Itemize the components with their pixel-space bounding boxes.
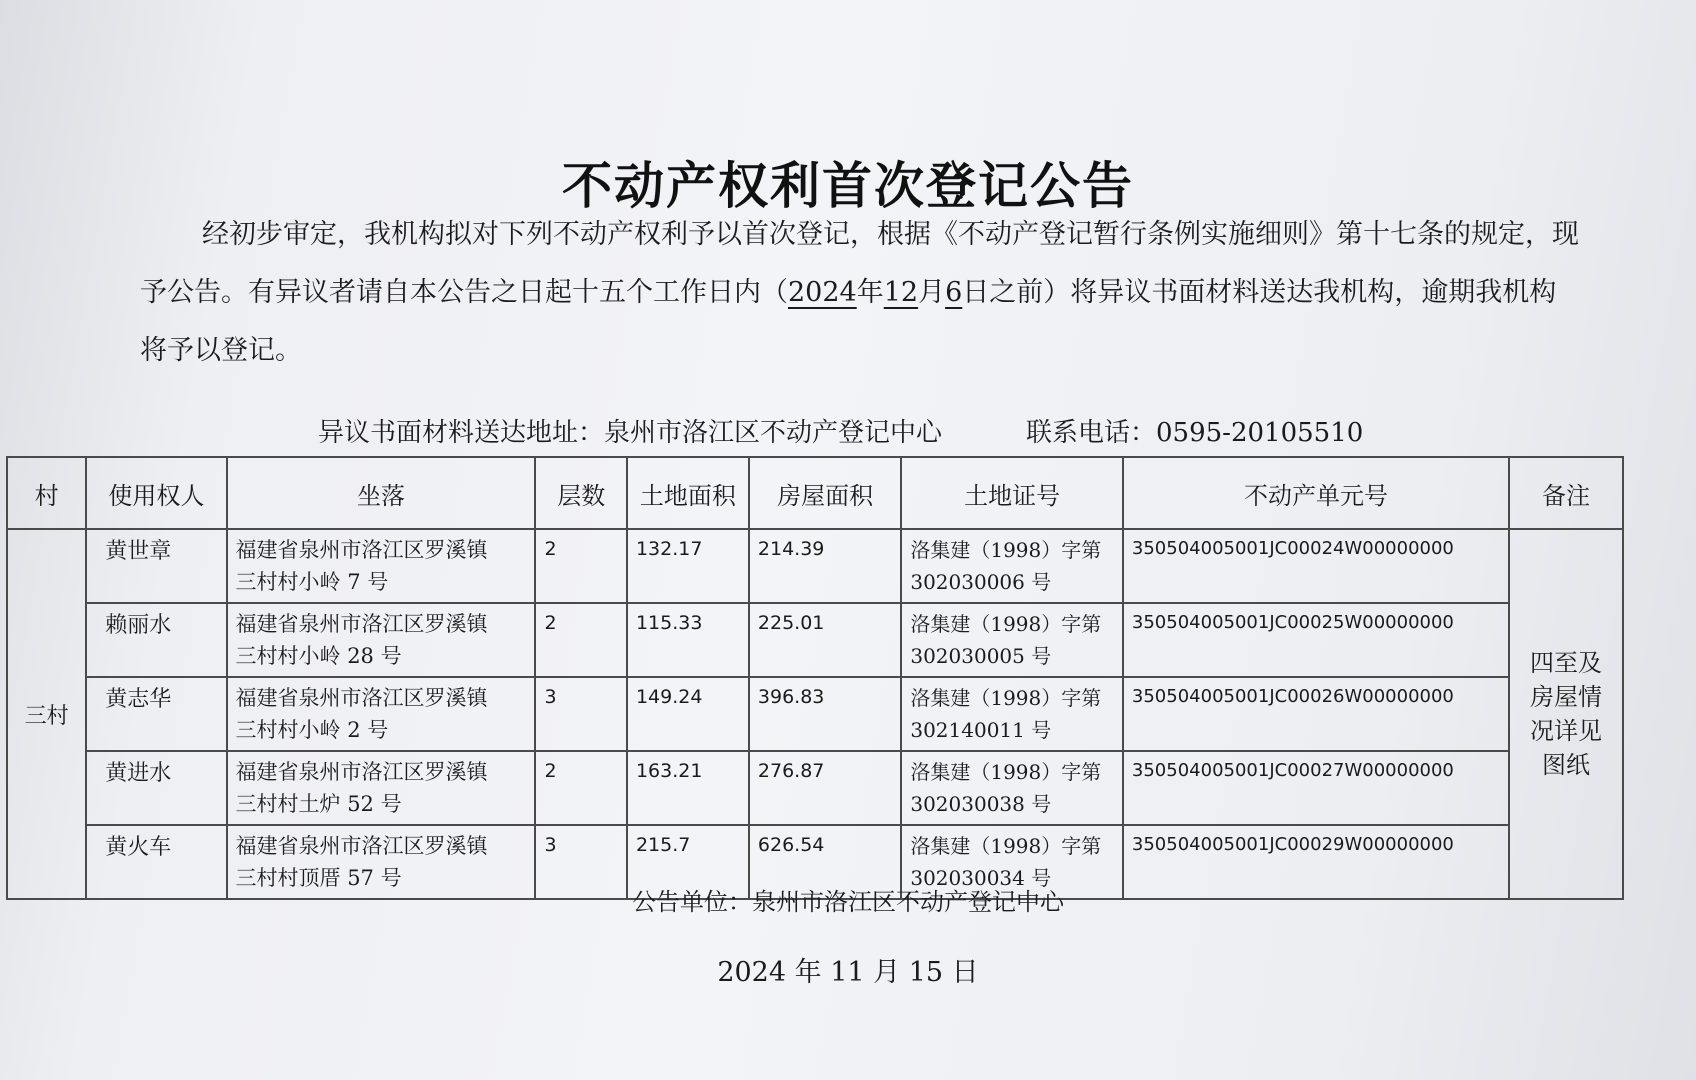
header-remark: 备注: [1509, 457, 1623, 529]
registration-table: [6, 456, 1624, 900]
phone-label: 联系电话：0595-20105510: [1026, 418, 1364, 448]
table-row: [7, 603, 1623, 677]
location-line1: 福建省泉州市洛江区罗溪镇: [235, 612, 488, 636]
house-area-cell: 214.39: [749, 529, 901, 603]
cert-line1: 洛集建（1998）字第: [910, 612, 1102, 636]
location-line1: 福建省泉州市洛江区罗溪镇: [235, 686, 488, 710]
floors-cell: 3: [535, 677, 626, 751]
cert-line1: 洛集建（1998）字第: [910, 538, 1102, 562]
table-row: [7, 529, 1623, 603]
unit-no-cell: 350504005001JC00025W00000000: [1123, 603, 1509, 677]
owner-cell: 赖丽水: [86, 603, 226, 677]
header-land-cert: 土地证号: [901, 457, 1123, 529]
location-line2: 三村村小岭 2 号: [235, 718, 389, 742]
owner-cell: 黄世章: [86, 529, 226, 603]
floors-cell: 2: [535, 751, 626, 825]
floors-cell: 3: [535, 825, 626, 899]
unit-no-cell: 350504005001JC00029W00000000: [1123, 825, 1509, 899]
village-cell: 三村: [7, 529, 86, 899]
location-line2: 三村村顶厝 57 号: [235, 866, 402, 890]
land-area-cell: 215.7: [627, 825, 749, 899]
land-area-cell: 163.21: [627, 751, 749, 825]
header-house-area: 房屋面积: [749, 457, 901, 529]
floors-cell: 2: [535, 529, 626, 603]
cert-line2: 302030034 号: [910, 866, 1052, 890]
unit-no-cell: 350504005001JC00024W00000000: [1123, 529, 1509, 603]
cert-line2: 302030006 号: [910, 570, 1052, 594]
house-area-cell: 225.01: [749, 603, 901, 677]
land-cert-cell: [901, 603, 1123, 677]
house-area-cell: 626.54: [749, 825, 901, 899]
land-area-cell: 115.33: [627, 603, 749, 677]
location-line1: 福建省泉州市洛江区罗溪镇: [235, 834, 488, 858]
owner-cell: 黄进水: [86, 751, 226, 825]
land-cert-cell: [901, 529, 1123, 603]
cert-line2: 302140011 号: [910, 718, 1052, 742]
header-village: 村: [7, 457, 86, 529]
land-area-cell: 149.24: [627, 677, 749, 751]
deadline-day: 6: [945, 277, 963, 308]
land-cert-cell: [901, 751, 1123, 825]
unit-no-cell: 350504005001JC00026W00000000: [1123, 677, 1509, 751]
location-cell: [227, 751, 536, 825]
owner-cell: 黄火车: [86, 825, 226, 899]
notice-title: 不动产权利首次登记公告: [562, 157, 1134, 215]
table-header-row: [7, 457, 1623, 529]
owner-cell: 黄志华: [86, 677, 226, 751]
house-area-cell: 276.87: [749, 751, 901, 825]
paragraph-part1: 经初步审定，我机构拟对下列不动产权利予以首次登记，根据《不动产登记暂行条例实施细则》第十七条的规定，现予公告。有异议者请自本公告之日起十五个工作日内（: [140, 219, 1579, 308]
location-cell: [227, 677, 536, 751]
header-land-area: 土地面积: [627, 457, 749, 529]
location-line1: 福建省泉州市洛江区罗溪镇: [235, 538, 488, 562]
cert-line2: 302030005 号: [910, 644, 1052, 668]
land-cert-cell: [901, 677, 1123, 751]
deadline-year: 2024: [788, 277, 857, 308]
cert-line2: 302030038 号: [910, 792, 1052, 816]
cert-line1: 洛集建（1998）字第: [910, 686, 1102, 710]
header-owner: 使用权人: [86, 457, 226, 529]
location-line2: 三村村小岭 28 号: [235, 644, 402, 668]
unit-no-cell: 350504005001JC00027W00000000: [1123, 751, 1509, 825]
remark-cell: 四至及房屋情况详见图纸: [1509, 529, 1623, 899]
address-label: 异议书面材料送达地址：泉州市洛江区不动产登记中心: [318, 418, 943, 448]
location-line1: 福建省泉州市洛江区罗溪镇: [235, 760, 488, 784]
house-area-cell: 396.83: [749, 677, 901, 751]
cert-line1: 洛集建（1998）字第: [910, 760, 1102, 784]
table-row: [7, 677, 1623, 751]
header-unit-no: 不动产单元号: [1123, 457, 1509, 529]
deadline-month: 12: [883, 277, 919, 308]
land-area-cell: 132.17: [627, 529, 749, 603]
cert-line1: 洛集建（1998）字第: [910, 834, 1102, 858]
contact-line: [318, 412, 1363, 449]
location-cell: [227, 529, 536, 603]
month-char: 月: [918, 277, 946, 308]
issuing-unit: 公告单位：泉州市洛江区不动产登记中心: [632, 888, 1064, 916]
location-line2: 三村村土炉 52 号: [235, 792, 402, 816]
notice-paragraph: [140, 206, 1580, 380]
header-location: 坐落: [227, 457, 536, 529]
table-row: [7, 751, 1623, 825]
year-char: 年: [856, 277, 884, 308]
header-floors: 层数: [535, 457, 626, 529]
location-line2: 三村村小岭 7 号: [235, 570, 389, 594]
issue-date: 2024 年 11 月 15 日: [717, 957, 979, 988]
location-cell: [227, 603, 536, 677]
paragraph-part2: 日之前）将异议书面材料送达我机构，逾期我机构将予以登记。: [140, 277, 1557, 366]
floors-cell: 2: [535, 603, 626, 677]
